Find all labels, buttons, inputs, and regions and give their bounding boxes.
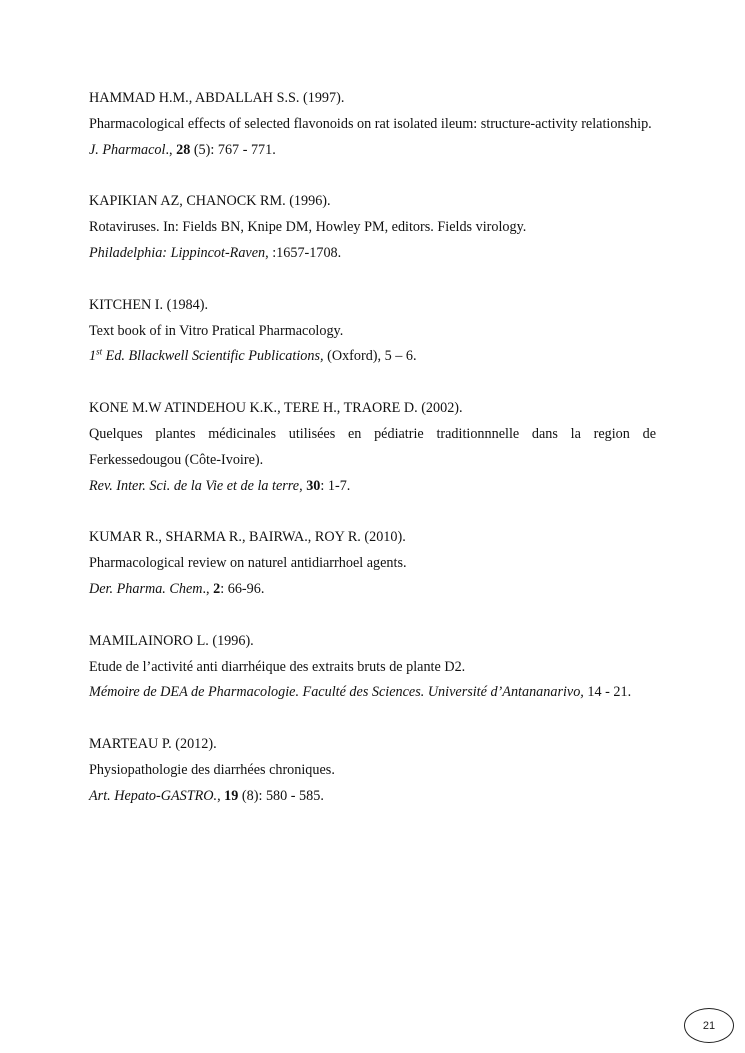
pages: (5): 767 - 771. (190, 141, 276, 158)
journal-name: Mémoire de DEA de Pharmacologie. Faculté des Sciences. Université d’Antananarivo, (89, 684, 584, 701)
reference-source (89, 138, 656, 164)
pages: (8): 580 - 585. (238, 787, 324, 804)
journal-punct: , (265, 244, 269, 261)
pages: : 1-7. (320, 477, 351, 494)
reference-source (89, 577, 656, 603)
pages: 14 - 21. (583, 684, 632, 701)
reference-entry (89, 396, 656, 499)
reference-authors: KONE M.W ATINDEHOU K.K., TERE H., TRAORE D. (2002). (89, 400, 463, 417)
reference-source (89, 241, 656, 267)
journal-punct: ., (165, 141, 173, 158)
edition-suffix: st (96, 346, 103, 357)
pages: : 66-96. (220, 580, 265, 597)
reference-source (89, 474, 656, 500)
reference-title: Quelques plantes médicinales utilisées en pédiatrie traditionnnelle dans la region de Ferkessedougou (Côte-Ivoire). (89, 425, 656, 468)
publisher-name: Ed. Bllackwell Scientific Publications, (102, 348, 324, 365)
reference-source (89, 680, 656, 706)
reference-entry (89, 189, 656, 266)
reference-entry (89, 732, 656, 809)
reference-title: Pharmacological effects of selected flavonoids on rat isolated ileum: structure-activity relationship. (89, 115, 652, 132)
reference-title: Text book of in Vitro Pratical Pharmacology. (89, 322, 344, 339)
reference-title: Etude de l’activité anti diarrhéique des extraits bruts de plante D2. (89, 658, 466, 675)
volume: 2 (213, 580, 221, 597)
reference-entry (89, 86, 656, 163)
volume: 30 (306, 477, 321, 494)
pages: :1657-1708. (268, 244, 342, 261)
reference-authors: HAMMAD H.M., ABDALLAH S.S. (1997). (89, 90, 345, 106)
journal-name: Der. Pharma. Chem (89, 580, 203, 597)
reference-entry (89, 293, 656, 370)
reference-authors: MAMILAINORO L. (1996). (89, 632, 254, 649)
journal-name: Rev. Inter. Sci. de la Vie et de la terre (89, 477, 300, 494)
volume: 19 (224, 787, 239, 804)
reference-authors: KITCHEN I. (1984). (89, 296, 208, 313)
journal-name: Art. Hepato-GASTRO. (89, 787, 218, 804)
journal-name: Philadelphia: Lippincot-Raven (89, 244, 266, 261)
page-number: 21 (684, 1008, 734, 1043)
reference-entry (89, 525, 656, 602)
reference-authors: KAPIKIAN AZ, CHANOCK RM. (1996). (89, 193, 331, 210)
reference-title: Pharmacological review on naturel antidiarrhoel agents. (89, 555, 407, 572)
reference-entry (89, 629, 656, 706)
journal-punct: , (217, 787, 221, 804)
reference-source (89, 784, 656, 810)
journal-name: J. Pharmacol (89, 141, 166, 158)
edition-number: 1 (89, 348, 97, 365)
reference-authors: KUMAR R., SHARMA R., BAIRWA., ROY R. (2010). (89, 529, 406, 546)
pages: (Oxford), 5 – 6. (323, 348, 417, 365)
reference-title: Rotaviruses. In: Fields BN, Knipe DM, Howley PM, editors. Fields virology. (89, 219, 527, 236)
reference-source (89, 344, 656, 370)
reference-authors: MARTEAU P. (2012). (89, 736, 217, 753)
reference-title: Physiopathologie des diarrhées chroniques. (89, 761, 335, 778)
journal-punct: , (299, 477, 303, 494)
volume: 28 (176, 141, 191, 158)
reference-list (89, 86, 656, 836)
journal-punct: ., (202, 580, 210, 597)
